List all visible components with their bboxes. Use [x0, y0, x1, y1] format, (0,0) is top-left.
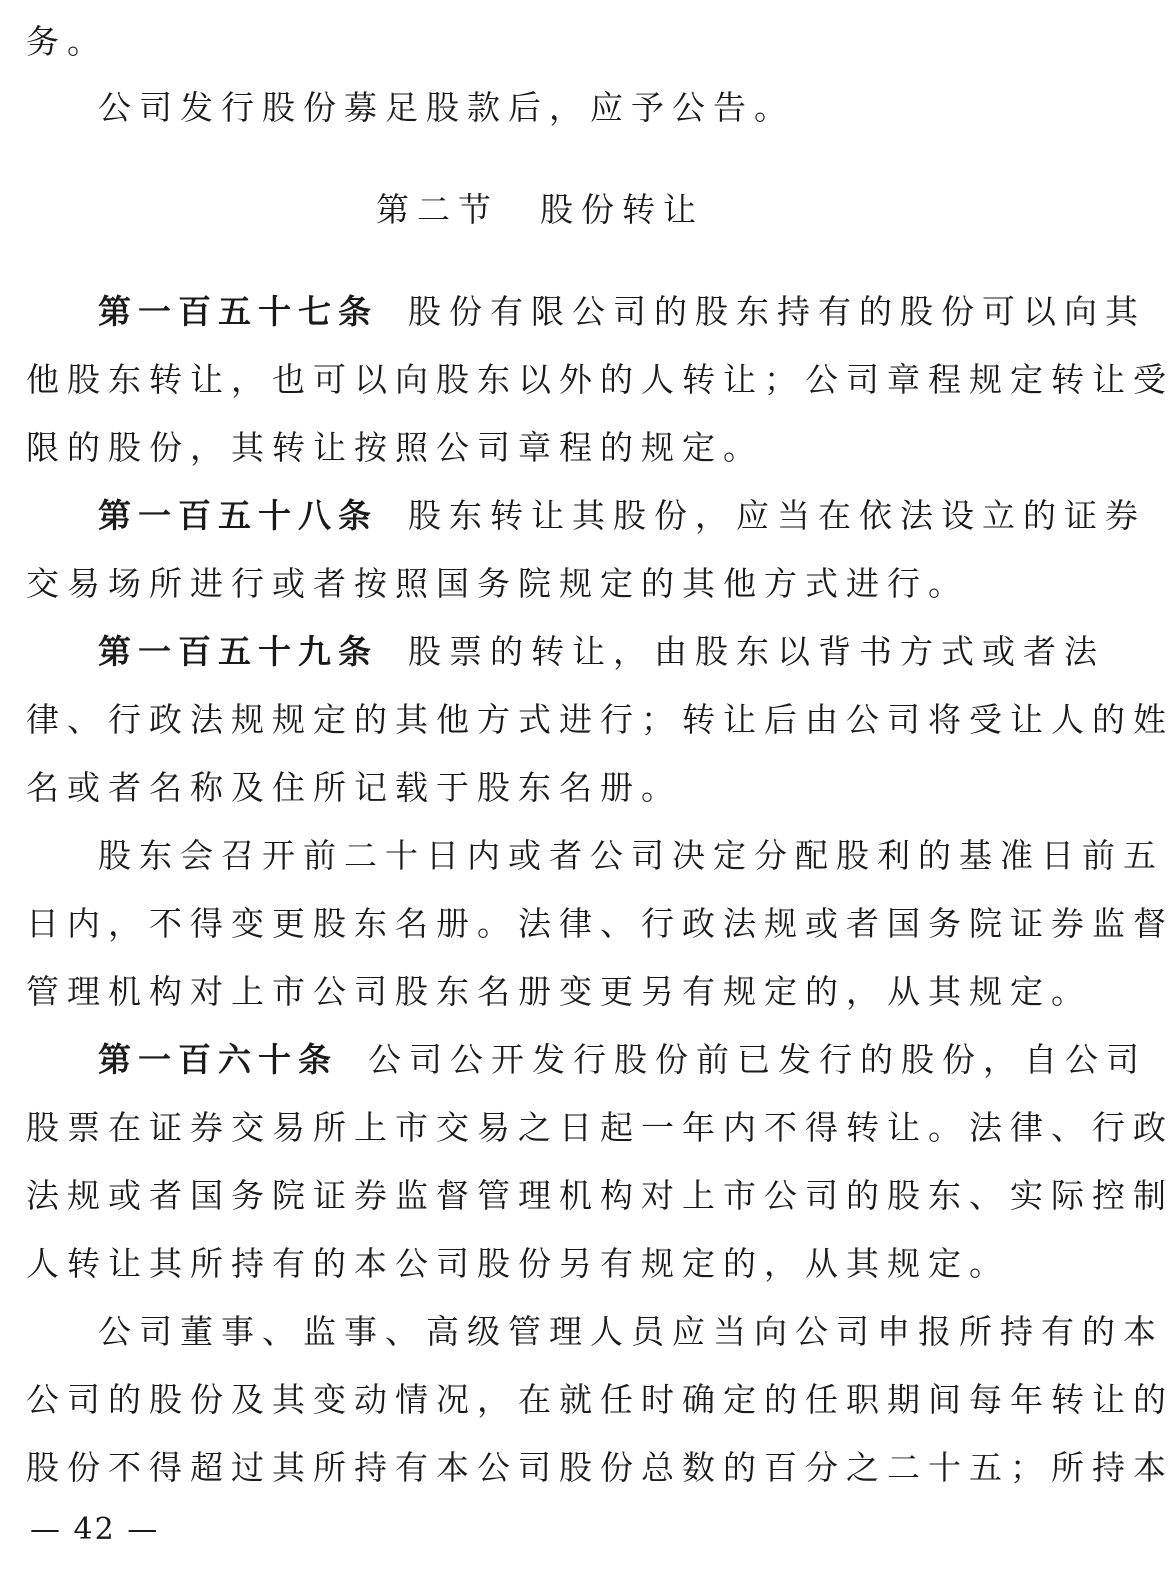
text-line: 名或者名称及住所记载于股东名册。 [26, 768, 682, 807]
text-line: 务。 [26, 22, 108, 61]
page-number: — 42 — [30, 1512, 160, 1547]
text-run: 股东转让其股份，应当在依法设立的证券 [408, 496, 1146, 535]
text-run: 股份有限公司的股东持有的股份可以向其 [408, 292, 1146, 331]
text-line: 法规或者国务院证券监督管理机构对上市公司的股东、实际控制 [26, 1176, 1174, 1215]
text-line: 他股东转让，也可以向股东以外的人转让；公司章程规定转让受 [26, 360, 1174, 399]
article-158-line [98, 486, 1146, 546]
article-157-line [98, 282, 1146, 342]
text-line: 人转让其所持有的本公司股份另有规定的，从其规定。 [26, 1244, 1010, 1283]
text-line: 公司发行股份募足股款后，应予公告。 [98, 88, 795, 127]
article-159-heading: 第一百五十九条 [98, 632, 378, 671]
section-heading: 第二节 股份转让 [376, 190, 704, 229]
text-line: 交易场所进行或者按照国务院规定的其他方式进行。 [26, 564, 969, 603]
article-158-heading: 第一百五十八条 [98, 496, 378, 535]
text-line: 公司的股份及其变动情况，在就任时确定的任职期间每年转让的 [26, 1380, 1174, 1419]
text-run: 股票的转让，由股东以背书方式或者法 [408, 632, 1105, 671]
text-line: 管理机构对上市公司股东名册变更另有规定的，从其规定。 [26, 972, 1092, 1011]
article-157-heading: 第一百五十七条 [98, 292, 378, 331]
text-line: 限的股份，其转让按照公司章程的规定。 [26, 428, 764, 467]
article-159-line [98, 622, 1105, 682]
text-run: 公司公开发行股份前已发行的股份，自公司 [368, 1040, 1147, 1079]
article-160-line [98, 1030, 1147, 1090]
article-160-heading: 第一百六十条 [98, 1040, 338, 1079]
text-line: 股票在证券交易所上市交易之日起一年内不得转让。法律、行政 [26, 1108, 1174, 1147]
text-line: 公司董事、监事、高级管理人员应当向公司申报所持有的本 [98, 1312, 1164, 1351]
text-line: 日内，不得变更股东名册。法律、行政法规或者国务院证券监督 [26, 904, 1174, 943]
text-line: 股东会召开前二十日内或者公司决定分配股利的基准日前五 [98, 836, 1164, 875]
text-line: 律、行政法规规定的其他方式进行；转让后由公司将受让人的姓 [26, 700, 1174, 739]
text-line: 股份不得超过其所持有本公司股份总数的百分之二十五；所持本 [26, 1448, 1174, 1487]
